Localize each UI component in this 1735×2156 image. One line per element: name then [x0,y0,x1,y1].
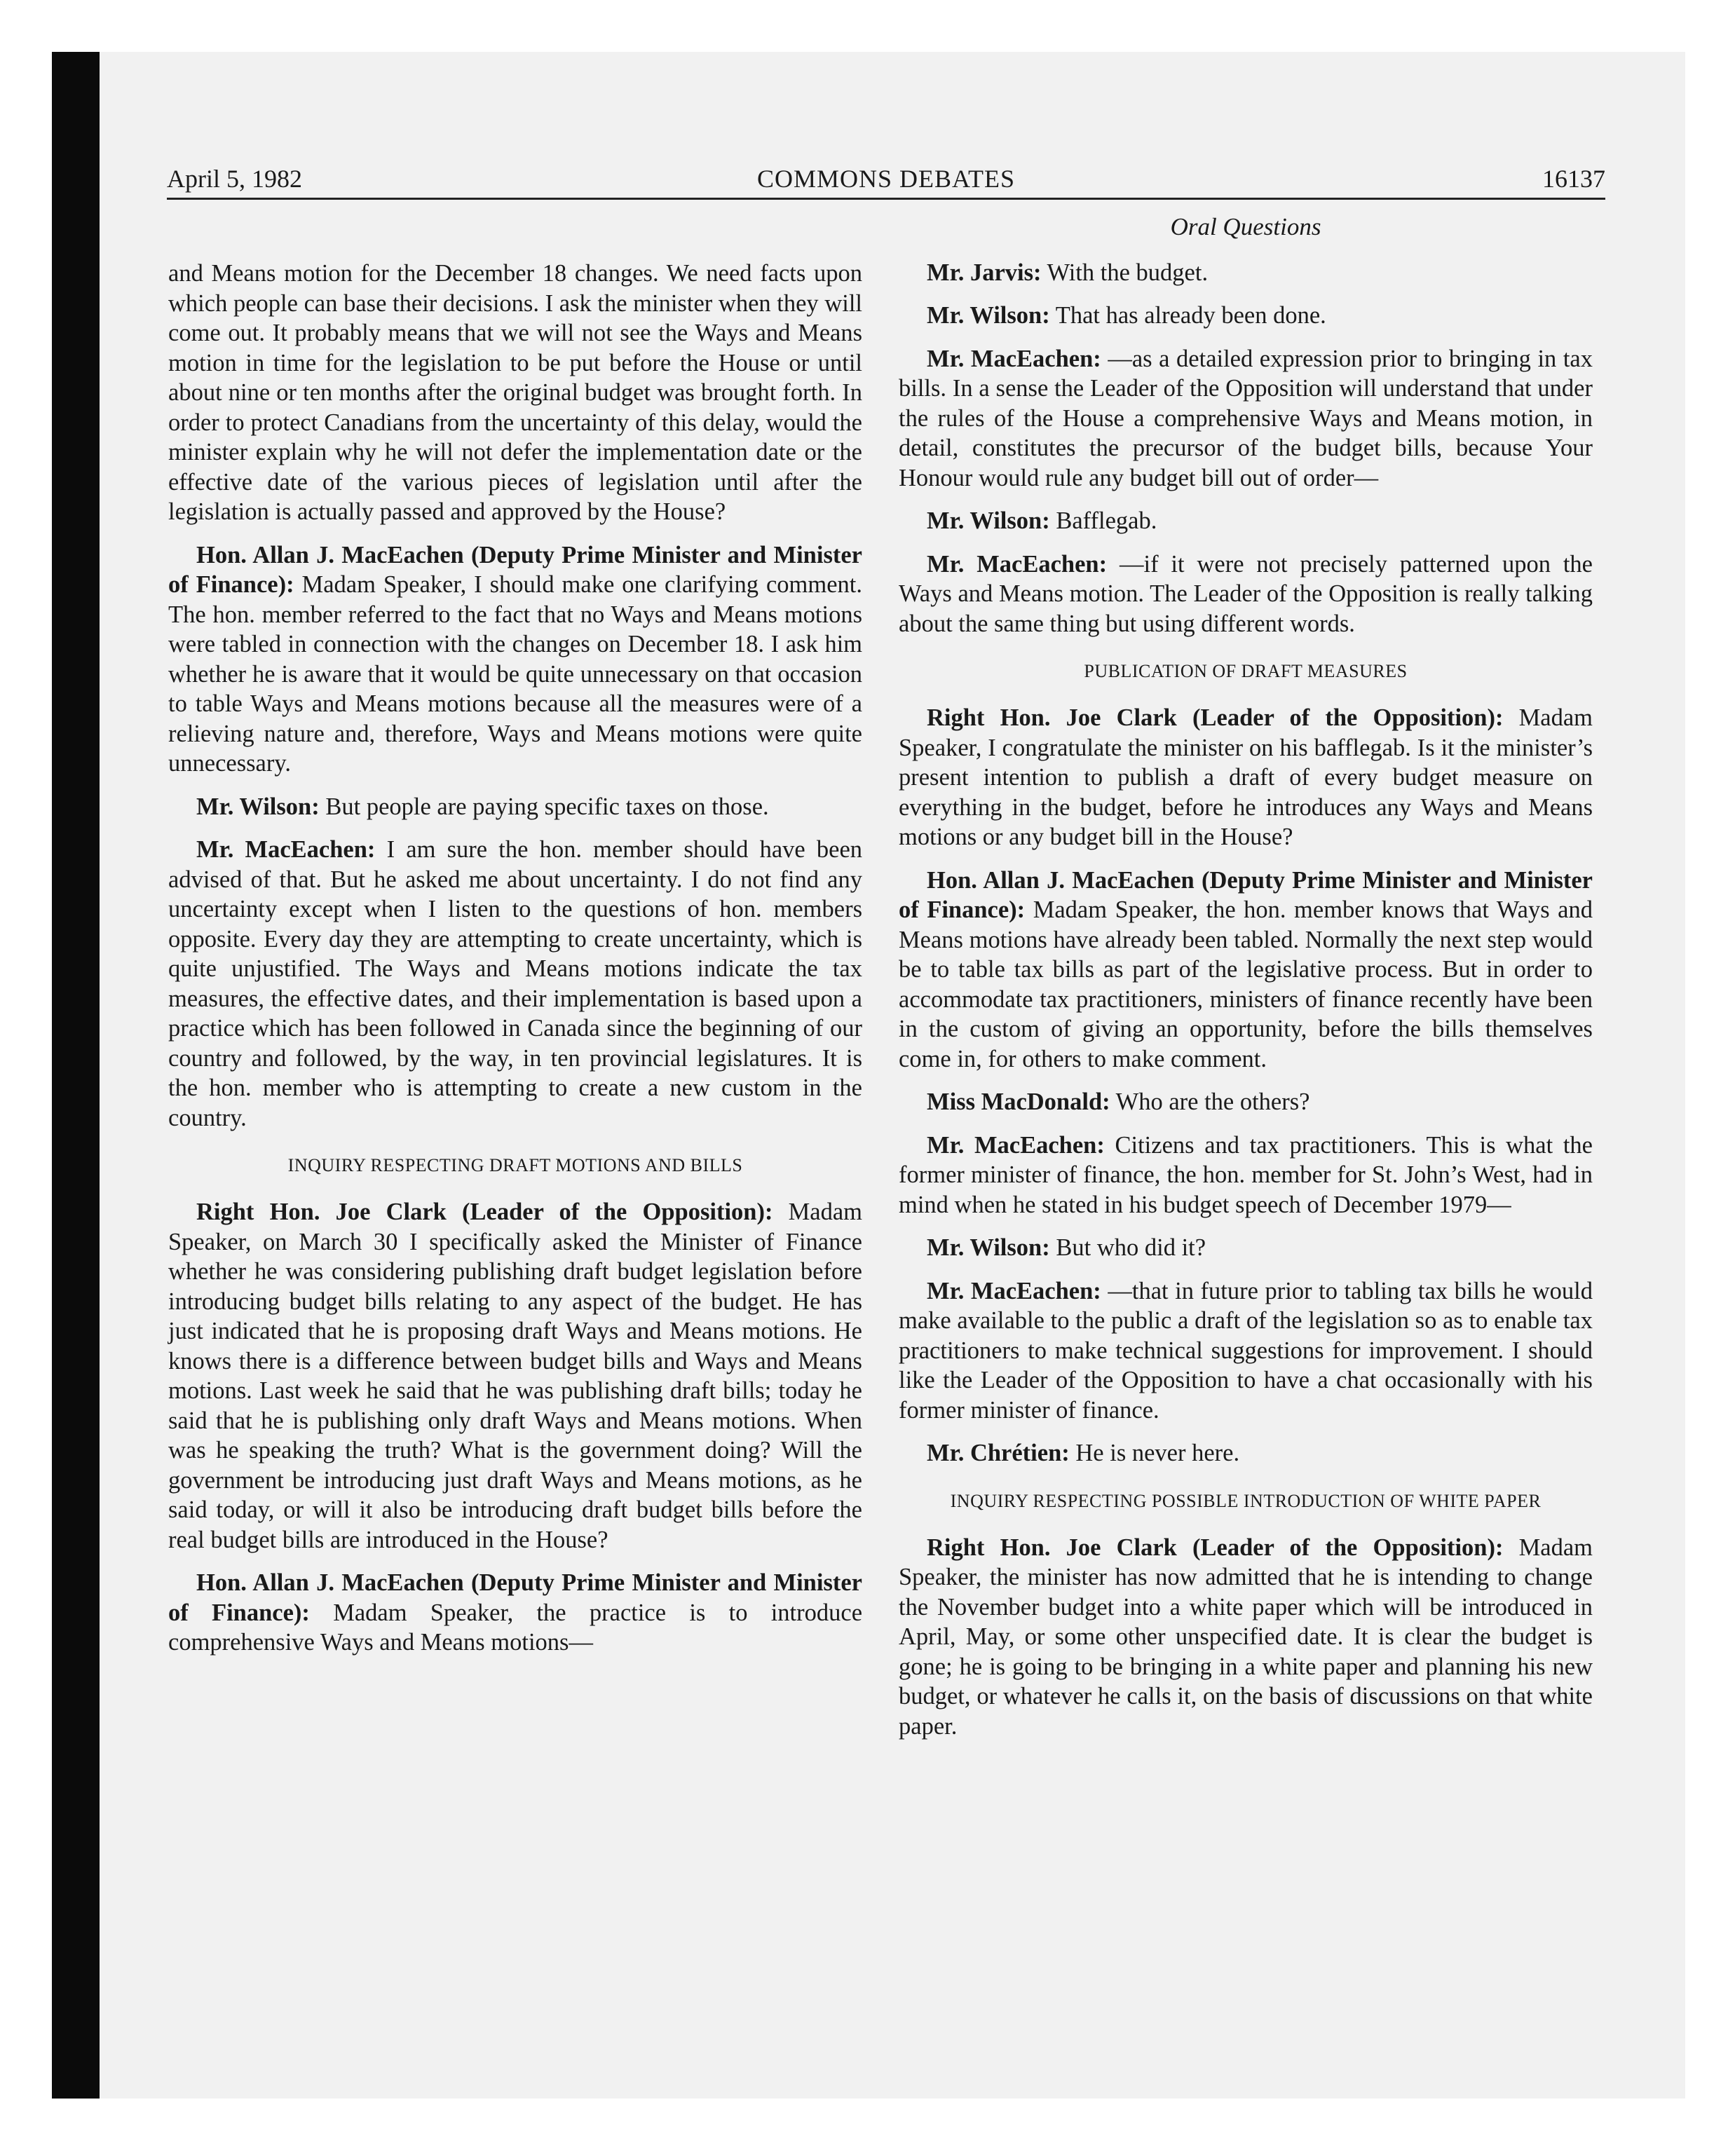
speech-text: Madam Speaker, I congratulate the minister on his bafflegab. Is it the minister’s present intention to publish a draft of every budget measure on everything in the budget, before he introduces any Ways and Means motions or any budget bill in the House? [899,704,1593,850]
speaker-name: Mr. MacEachen: [927,345,1101,372]
speech-text: Madam Speaker, the practice is to introduce comprehensive Ways and Means motions— [168,1599,863,1656]
speaker-name: Miss MacDonald: [927,1089,1110,1115]
section-heading: INQUIRY RESPECTING DRAFT MOTIONS AND BILLS [287,1155,743,1175]
speaker-name: Mr. MacEachen: [196,836,376,863]
speaker-name: Mr. MacEachen: [927,1277,1101,1304]
speech-text: With the budget. [1047,259,1209,286]
speaker-name: Mr. Jarvis: [927,259,1042,286]
speech-paragraph [899,550,1593,639]
section-label: Oral Questions [1170,213,1321,240]
speech-paragraph [899,866,1593,1074]
speech-text: —if it were not precisely patterned upon the Ways and Means motion. The Leader of the Opposition is really talking about the same thing but using different words. [899,550,1593,637]
speaker-name: Mr. Wilson: [927,302,1050,329]
speech-text: That has already been done. [1055,302,1326,329]
speech-text: —that in future prior to tabling tax bills he would make available to the public a draft of the legislation so as to enable tax practitioners to make technical suggestions for improvement. I should like the Leader of the Opposition to have a chat occasionally with his former minister of finance. [899,1277,1593,1424]
speech-text: Madam Speaker, I should make one clarifying comment. The hon. member referred to the fact that no Ways and Means motions were tabled in connection with the changes on December 18. I ask him whether he is aware that it would be quite unnecessary on that occasion to table Ways and Means motions because all the measures were of a relieving nature and, therefore, Ways and Means motions were quite unnecessary. [168,571,863,777]
speech-paragraph [899,344,1593,493]
speech-paragraph [899,301,1593,331]
speaker-name: Mr. MacEachen: [927,550,1108,578]
speech-paragraph [899,1438,1593,1468]
speaker-name: Hon. Allan J. MacEachen (Deputy Prime Minister and Minister of Finance): [168,1569,862,1626]
speech-text: and Means motion for the December 18 changes. We need facts upon which people can base their decisions. I ask the minister when they will come out. It probably means that we will not see the Ways and Means motion in time for the legislation to be put before the House or until about nine or ten months after the original budget was brought forth. In order to protect Canadians from the uncertainty of this delay, would the minister explain why he will not defer the implementation date or the effective date of the various pieces of legislation until after the legislation is actually passed and approved by the House? [168,260,862,525]
speech-paragraph [899,506,1593,536]
speech-paragraph [899,258,1593,288]
speech-paragraph [168,540,862,779]
speech-paragraph [168,835,862,1133]
speaker-name: Right Hon. Joe Clark (Leader of the Opposition): [927,704,1504,731]
speech-text: —as a detailed expression prior to bringing in tax bills. In a sense the Leader of the Opposition will understand that under the rules of the House a comprehensive Ways and Means motion, in detail, constitutes the precursor of the budget bills, because Your Honour would rule any budget bill out of order— [899,345,1593,491]
speech-text: Madam Speaker, on March 30 I specifically asked the Minister of Finance whether he was considering publishing draft budget legislation before introducing budget bills relating to any aspect of the budget. He has just indicated that he is proposing draft Ways and Means motions. He knows there is a difference between budget bills and Ways and Means motions. Last week he said that he was publishing draft bills; today he said that he is publishing only draft Ways and Means motions. When was he speaking the truth? What is the government doing? Will the government be introducing just draft Ways and Means motions, as he said today, or will it also be introducing draft budget bills before the real budget bills are introduced in the House? [168,1199,863,1553]
speech-paragraph [899,1233,1593,1263]
header-date: April 5, 1982 [167,165,302,193]
speech-paragraph [168,1197,862,1555]
section-heading: INQUIRY RESPECTING POSSIBLE INTRODUCTION OF WHITE PAPER [950,1490,1542,1511]
speech-paragraph [899,1533,1593,1742]
scan-binding-edge [52,52,100,2099]
running-head [167,156,1605,200]
speaker-name: Hon. Allan J. MacEachen (Deputy Prime Minister and Minister of Finance): [899,866,1593,923]
speech-text: Bafflegab. [1056,507,1157,534]
speaker-name: Mr. Wilson: [927,507,1050,534]
speaker-name: Mr. MacEachen: [927,1131,1105,1159]
speech-paragraph [168,259,862,527]
speaker-name: Mr. Wilson: [196,793,320,820]
speech-text: Madam Speaker, the minister has now admitted that he is intending to change the November budget into a white paper which will be introduced in April, May, or some other unspecified date. It is clear the budget is gone; he is going to be bringing in a white paper and planning his new budget, or whatever he calls it, on the basis of discussions on that white paper. [899,1534,1593,1740]
speech-paragraph [899,1276,1593,1426]
speech-paragraph [899,1087,1593,1117]
left-column [168,259,862,1671]
speech-text: He is never here. [1075,1440,1240,1466]
speaker-name: Right Hon. Joe Clark (Leader of the Opposition): [196,1199,773,1225]
speaker-name: Mr. Wilson: [927,1234,1050,1261]
right-column-body [899,258,1593,1742]
section-heading: PUBLICATION OF DRAFT MEASURES [1084,661,1408,681]
speech-paragraph [168,1568,862,1658]
speaker-name: Hon. Allan J. MacEachen (Deputy Prime Minister and Minister of Finance): [168,541,862,598]
speaker-name: Mr. Chrétien: [927,1440,1070,1466]
hansard-page [167,156,1605,1740]
speaker-name: Right Hon. Joe Clark (Leader of the Opposition): [927,1534,1504,1561]
speech-text: Citizens and tax practitioners. This is what the former minister of finance, the hon. member for St. John’s West, had in mind when he stated in his budget speech of December 1979— [899,1131,1593,1218]
right-column [899,212,1593,1754]
speech-paragraph [168,792,862,822]
speech-paragraph [899,1131,1593,1220]
speech-text: I am sure the hon. member should have been advised of that. But he asked me about uncertainty. I do not find any uncertainty except when I listen to the questions of hon. members opposite. Every day they are attempting to create uncertainty, which is quite unjustified. The Ways and Means motions indicate the tax measures, the effective dates, and their implementation is based upon a practice which has been followed in Canada since the beginning of our country and followed, by the way, in ten provincial legislatures. It is the hon. member who is attempting to create a new custom in the country. [168,836,863,1131]
speech-text: Who are the others? [1115,1089,1310,1115]
speech-text: But who did it? [1056,1234,1206,1261]
header-page-number: 16137 [1542,165,1605,193]
speech-paragraph [899,703,1593,852]
speech-text: Madam Speaker, the hon. member knows that Ways and Means motions have already been tabled. Normally the next step would be to table tax bills as part of the legislative process. But in order to accommodate tax practitioners, ministers of finance recently have been in the custom of giving an opportunity, before the bills themselves come in, for others to make comment. [899,896,1593,1072]
header-title: COMMONS DEBATES [756,165,1016,193]
speech-text: But people are paying specific taxes on those. [325,793,769,820]
